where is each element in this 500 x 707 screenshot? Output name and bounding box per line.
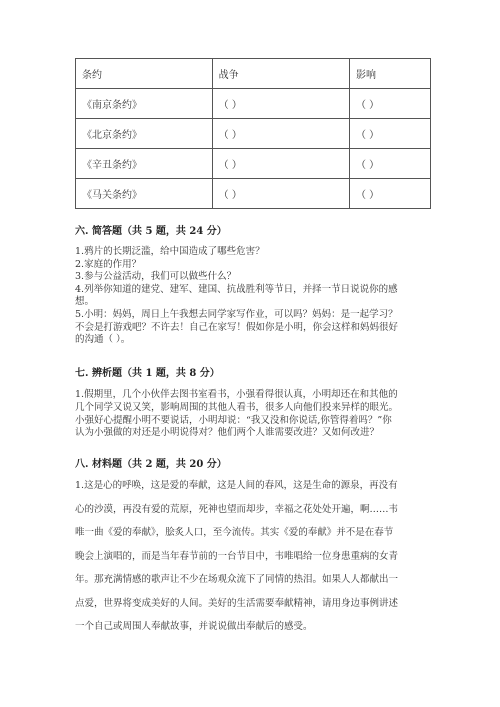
- table-row: [76, 149, 431, 179]
- material-line: 心的沙漠，再没有爱的荒原，死神也望而却步，幸福之花处处开遍，啊……韦: [75, 503, 399, 515]
- war-answer-blank[interactable]: （ ）: [212, 119, 349, 149]
- header-war: 战争: [212, 59, 349, 89]
- section6-questions: [75, 246, 431, 347]
- table-header-row: [76, 59, 431, 89]
- question-line: 几个同学又说又笑，影响周围的其他人看书，很多人向他们投来异样的眼光。: [75, 401, 399, 413]
- war-answer-blank[interactable]: （ ）: [212, 179, 349, 209]
- material-line: 年。那充满情感的歌声让不少在场观众流下了同情的热泪。如果人人都献出一: [75, 574, 399, 585]
- header-treaty: 条约: [76, 59, 213, 89]
- table-row: [76, 89, 431, 119]
- treaty-name: 《北京条约》: [76, 119, 213, 149]
- section7-title: 七. 辨析题（共 1 题，共 8 分）: [75, 368, 220, 379]
- material-line: 点爱，世界将变成美好的人间。美好的生活需要奉献精神，请用身边事例讲述: [75, 597, 399, 609]
- material-line: 晚会上演唱的，而是当年春节前的一台节目中，韦唯唱给一位身患重病的女青: [75, 550, 399, 562]
- question-line: 想。: [75, 296, 95, 308]
- treaty-name: 《南京条约》: [76, 89, 213, 119]
- table-row: [76, 119, 431, 149]
- section7-questions: [75, 389, 431, 440]
- question-line: 小强好心提醒小明不要说话，小明却说：“我又没和你说话,你管得着吗？”你: [75, 414, 392, 426]
- question-line: 的沟通（ ）。: [75, 334, 131, 346]
- impact-answer-blank[interactable]: （ ）: [349, 89, 430, 119]
- section8-material: [75, 474, 435, 639]
- header-impact: 影响: [349, 59, 430, 89]
- material-line: 1.这是心的呼唤，这是爱的奉献，这是人间的春风，这是生命的源泉，再没有: [75, 480, 398, 491]
- section6-title: 六. 简答题（共 5 题，共 24 分）: [75, 226, 227, 237]
- table-row: [76, 179, 431, 209]
- war-answer-blank[interactable]: （ ）: [212, 149, 349, 179]
- section8-title: 八. 材料题（共 2 题，共 20 分）: [75, 459, 227, 470]
- question-line: 不会是打游戏吧？不许去！自己在家写！假如你是小明，你会这样和妈妈很好: [75, 321, 399, 333]
- question-line: 5.小明：妈妈，周日上午我想去同学家写作业，可以吗？妈妈：是一起学习？: [75, 308, 398, 320]
- question-line: 4.列举你知道的建党、建军、建国、抗战胜利等节日，并择一节日说说你的感: [75, 283, 398, 295]
- material-line: 一个自己或周围人奉献故事，并说说做出奉献后的感受。: [75, 621, 313, 632]
- impact-answer-blank[interactable]: （ ）: [349, 119, 430, 149]
- treaty-name: 《马关条约》: [76, 179, 213, 209]
- material-line: 唯一曲《爱的奉献》，脍炙人口，至今流传。其实《爱的奉献》并不是在春节: [75, 527, 394, 538]
- question-line: 认为小强做的对还是小明说得对？他们两个人谁需要改进？又如何改进？: [75, 427, 380, 439]
- impact-answer-blank[interactable]: （ ）: [349, 179, 430, 209]
- question-line: 2.家庭的作用？: [75, 258, 142, 270]
- question-line: 1.假期里，几个小伙伴去图书室看书，小强看得很认真，小明却还在和其他的: [75, 389, 398, 400]
- question-line: 3.参与公益活动，我们可以做些什么？: [75, 271, 237, 283]
- impact-answer-blank[interactable]: （ ）: [349, 149, 430, 179]
- question-line: 1.鸦片的长期泛滥，给中国造成了哪些危害？: [75, 246, 265, 257]
- treaty-table: [75, 58, 431, 209]
- war-answer-blank[interactable]: （ ）: [212, 89, 349, 119]
- treaty-name: 《辛丑条约》: [76, 149, 213, 179]
